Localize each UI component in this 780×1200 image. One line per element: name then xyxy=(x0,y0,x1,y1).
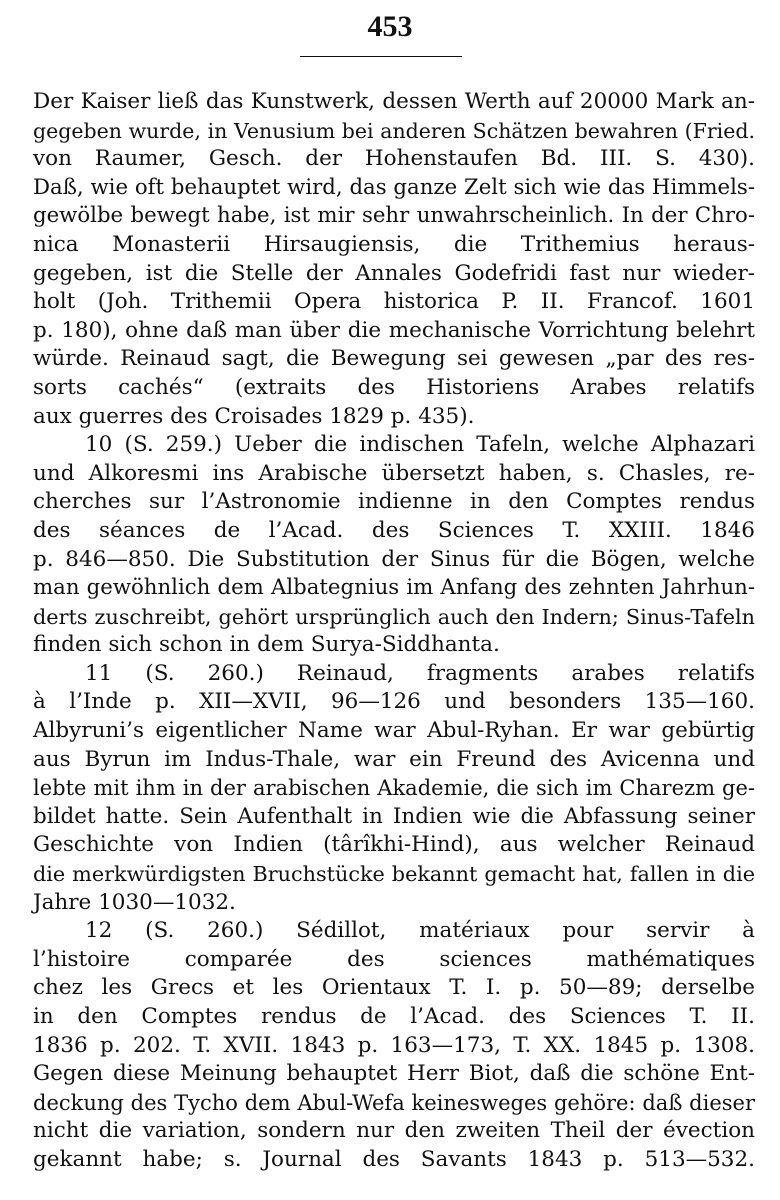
text-line: p. 180), ohne daß man über die mechanische Vorrichtung belehrt xyxy=(33,317,755,343)
text-line: deckung des Tycho dem Abul-Wefa keinesweges gehöre: daß dieser xyxy=(33,1090,755,1115)
text-line: Jahre 1030—1032. xyxy=(33,889,236,915)
text-line: des séances de l’Acad. des Sciences T. XXIII. 1846 xyxy=(33,517,755,543)
text-line: finden sich schon in dem Surya-Siddhanta. xyxy=(33,632,500,658)
text-line: von Raumer, Gesch. der Hohenstaufen Bd. III. S. 430). xyxy=(33,146,755,172)
text-line: man gewöhnlich dem Albategnius im Anfang des zehnten Jahrhun- xyxy=(33,575,755,601)
text-line: gewölbe bewegt habe, ist mir sehr unwahrscheinlich. In der Chro- xyxy=(33,203,755,229)
text-line: und Alkoresmi ins Arabische übersetzt haben, s. Chasles, re- xyxy=(33,460,755,486)
text-line: bildet hatte. Sein Aufenthalt in Indien wie die Abfassung seiner xyxy=(33,803,755,829)
text-line: 1836 p. 202. T. XVII. 1843 p. 163—173, T. XX. 1845 p. 1308. xyxy=(33,1032,755,1058)
text-line: in den Comptes rendus de l’Acad. des Sciences T. II. xyxy=(33,1004,755,1029)
text-line: derts zuschreibt, gehört ursprünglich auch den Indern; Sinus-Tafeln xyxy=(33,604,755,629)
text-line: lebte mit ihm in der arabischen Akademie, die sich im Charezm ge- xyxy=(33,776,755,801)
text-line: 11 (S. 260.) Reinaud, fragments arabes relatifs xyxy=(85,660,755,686)
text-line: würde. Reinaud sagt, die Bewegung sei gewesen „par des res- xyxy=(33,346,755,372)
text-line: 12 (S. 260.) Sédillot, matériaux pour servir à xyxy=(85,918,755,944)
text-line: Daß, wie oft behauptet wird, das ganze Zelt sich wie das Himmels- xyxy=(33,174,755,200)
text-line: à l’Inde p. XII—XVII, 96—126 und besonders 135—160. xyxy=(33,689,755,715)
text-line: sorts cachés“ (extraits des Historiens Arabes relatifs xyxy=(33,374,755,400)
text-line: l’histoire comparée des sciences mathématiques xyxy=(33,946,755,972)
text-line: 10 (S. 259.) Ueber die indischen Tafeln, welche Alphazari xyxy=(85,432,755,458)
text-line: p. 846—850. Die Substitution der Sinus für die Bögen, welche xyxy=(33,546,755,572)
text-line: gegeben wurde, in Venusium bei anderen Schätzen bewahren (Fried. xyxy=(33,118,755,143)
footnotes-text xyxy=(33,88,755,1175)
header-rule xyxy=(300,56,462,57)
text-line: Gegen diese Meinung behauptet Herr Biot, daß die schöne Ent- xyxy=(33,1061,755,1087)
text-line: gekannt habe; s. Journal des Savants 1843 p. 513—532. xyxy=(33,1146,755,1172)
text-line: aus Byrun im Indus-Thale, war ein Freund des Avicenna und xyxy=(33,746,755,772)
text-line: cherches sur l’Astronomie indienne in den Comptes rendus xyxy=(33,489,755,515)
text-line: holt (Joh. Trithemii Opera historica P. II. Francof. 1601 xyxy=(33,289,755,315)
text-line: gegeben, ist die Stelle der Annales Godefridi fast nur wieder- xyxy=(33,260,755,286)
text-line: nicht die variation, sondern nur den zweiten Theil der évection xyxy=(33,1118,755,1144)
text-line: Geschichte von Indien (târîkhi-Hind), aus welcher Reinaud xyxy=(33,832,755,858)
page-number: 453 xyxy=(367,10,413,43)
text-line: nica Monasterii Hirsaugiensis, die Trithemius heraus- xyxy=(33,231,755,257)
text-line: aux guerres des Croisades 1829 p. 435). xyxy=(33,403,475,429)
text-line: chez les Grecs et les Orientaux T. I. p. 50—89; derselbe xyxy=(33,975,755,1001)
text-line: die merkwürdigsten Bruchstücke bekannt gemacht hat, fallen in die xyxy=(33,862,755,887)
text-line: Der Kaiser ließ das Kunstwerk, dessen Werth auf 20000 Mark an- xyxy=(33,89,755,114)
text-line: Albyruni’s eigentlicher Name war Abul-Ryhan. Er war gebürtig xyxy=(33,718,755,744)
